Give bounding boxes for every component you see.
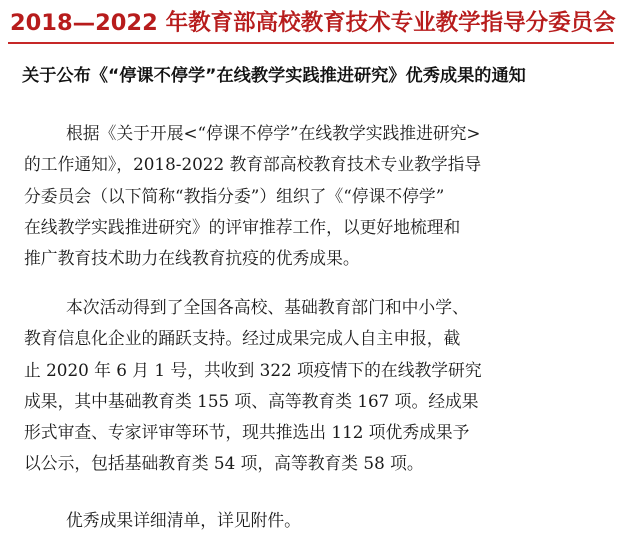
paragraph-line: 推广教育技术助力在线教育抗疫的优秀成果。 bbox=[24, 248, 360, 269]
paragraph-line: 本次活动得到了全国各高校、基础教育部门和中小学、 bbox=[66, 297, 469, 317]
paragraph-2 bbox=[24, 292, 604, 480]
paragraph-line: 在线教学实践推进研究》的评审推荐工作，以更好地梳理和 bbox=[24, 216, 461, 237]
paragraph-line: 的工作通知》，2018-2022 教育部高校教育技术专业教学指导 bbox=[24, 154, 482, 175]
paragraph-line: 优秀成果详细清单，详见附件。 bbox=[66, 510, 301, 530]
paragraph-line: 教育信息化企业的踊跃支持。经过成果完成人自主申报，截 bbox=[24, 328, 461, 349]
paragraph-line: 形式审查、专家评审等环节，现共推选出 112 项优秀成果予 bbox=[24, 422, 470, 443]
paragraph-line: 分委员会（以下简称“教指分委”）组织了《“停课不停学” bbox=[24, 185, 445, 206]
letterhead-rule bbox=[8, 42, 614, 44]
document-title: 关于公布《“停课不停学”在线教学实践推进研究》优秀成果的通知 bbox=[22, 66, 526, 86]
paragraph-3 bbox=[24, 505, 604, 536]
letterhead bbox=[0, 0, 618, 48]
paragraph-line: 以公示，包括基础教育类 54 项，高等教育类 58 项。 bbox=[24, 453, 424, 474]
paragraph-line: 根据《关于开展<“停课不停学”在线教学实践推进研究> bbox=[66, 123, 481, 143]
paragraph-line: 止 2020 年 6 月 1 号，共收到 322 项疫情下的在线教学研究 bbox=[24, 359, 482, 380]
paragraph-1 bbox=[24, 118, 604, 274]
paragraph-line: 成果，其中基础教育类 155 项、高等教育类 167 项。经成果 bbox=[24, 390, 479, 411]
letterhead-title: 2018—2022 年教育部高校教育技术专业教学指导分委员会 bbox=[10, 10, 616, 36]
